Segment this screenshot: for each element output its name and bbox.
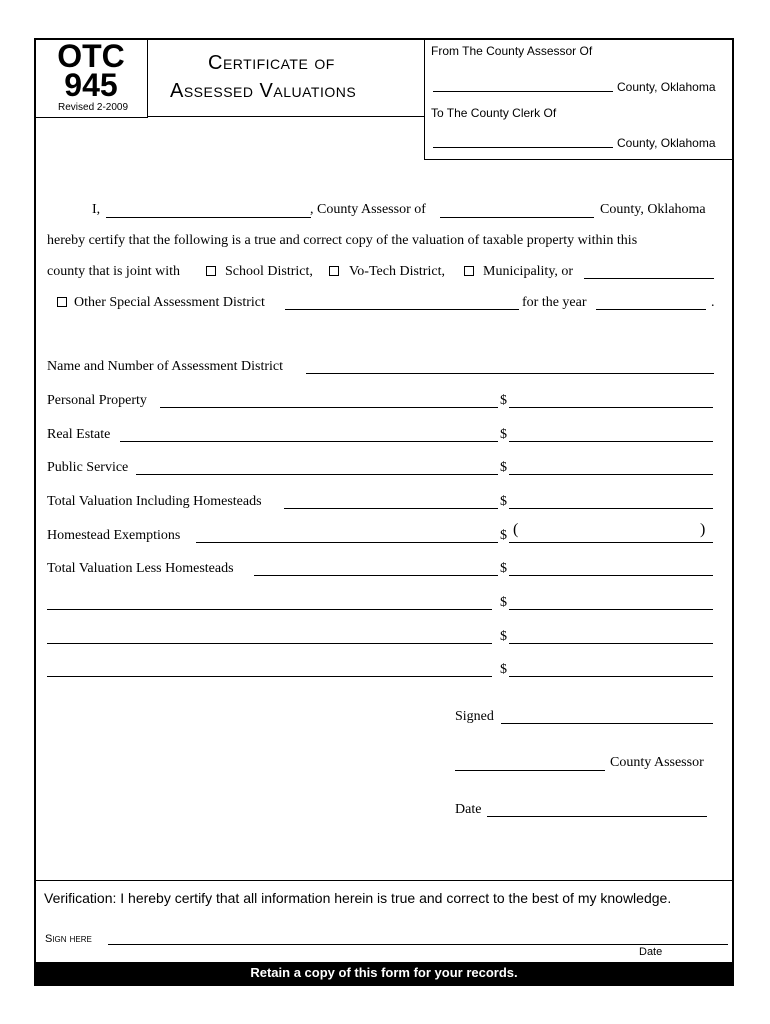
to-county-field[interactable] [433, 147, 613, 148]
cert-line2: hereby certify that the following is a true and correct copy of the valuation of taxable property within this [47, 233, 638, 248]
sign-here-label: Sign here [45, 933, 92, 945]
total-including-amount-field[interactable] [509, 508, 713, 509]
personal-property-desc-field[interactable] [160, 407, 498, 408]
dollar-sign: $ [500, 629, 507, 644]
personal-property-amount-field[interactable] [509, 407, 713, 408]
cert-county-oklahoma: County, Oklahoma [600, 202, 706, 217]
public-service-amount-field[interactable] [509, 474, 713, 475]
county-assessor-label: County Assessor [610, 755, 704, 770]
homestead-exemptions-desc-field[interactable] [196, 542, 498, 543]
verification-signature-field[interactable] [108, 944, 728, 945]
cert-i: I, [92, 202, 101, 217]
homestead-exemptions-label: Homestead Exemptions [47, 528, 181, 543]
form-code-line2: 945 [64, 67, 118, 103]
form-title-line2: Assessed Valuations [170, 80, 357, 102]
personal-property-label: Personal Property [47, 393, 147, 408]
revised-date: Revised 2-2009 [58, 102, 129, 113]
form-title-line1: Certificate of [208, 52, 335, 74]
dollar-sign: $ [500, 561, 507, 576]
blank-amount-field[interactable] [509, 643, 713, 644]
blank-desc-field[interactable] [47, 643, 492, 644]
retain-copy-banner: Retain a copy of this form for your records. [36, 962, 732, 984]
verification-date-label: Date [639, 946, 663, 958]
from-county-field[interactable] [433, 91, 613, 92]
verification-divider [36, 880, 732, 881]
signed-label: Signed [455, 709, 494, 724]
public-service-label: Public Service [47, 460, 129, 475]
dollar-sign: $ [500, 393, 507, 408]
total-including-desc-field[interactable] [284, 508, 498, 509]
dollar-sign: $ [500, 662, 507, 677]
from-label: From The County Assessor Of [431, 44, 593, 58]
dollar-sign: $ [500, 494, 507, 509]
municipality-field[interactable] [584, 278, 714, 279]
for-the-year-label: for the year [522, 295, 587, 310]
dollar-sign: $ [500, 595, 507, 610]
to-label: To The County Clerk Of [431, 106, 557, 120]
form-code-line1: OTC [57, 38, 125, 74]
assessor-county-field[interactable] [440, 217, 594, 218]
total-including-label: Total Valuation Including Homesteads [47, 494, 262, 509]
real-estate-label: Real Estate [47, 427, 111, 442]
address-box [424, 40, 734, 160]
school-district-label: School District, [225, 264, 313, 279]
paren-close: ) [700, 521, 706, 538]
district-name-field[interactable] [306, 373, 714, 374]
municipality-label: Municipality, or [483, 264, 574, 279]
assessor-county-sign-field[interactable] [455, 770, 605, 771]
other-district-field[interactable] [285, 309, 519, 310]
dollar-sign: $ [500, 427, 507, 442]
other-district-label: Other Special Assessment District [74, 295, 265, 310]
date-label: Date [455, 802, 482, 817]
year-field[interactable] [596, 309, 706, 310]
blank-desc-field[interactable] [47, 676, 492, 677]
paren-open: ( [513, 521, 519, 538]
total-less-label: Total Valuation Less Homesteads [47, 561, 234, 576]
verification-text: Verification: I hereby certify that all information herein is true and correct to the best of my knowledge. [44, 890, 672, 906]
cert-period: . [711, 295, 715, 310]
county-oklahoma-2: County, Oklahoma [617, 136, 716, 150]
blank-desc-field[interactable] [47, 609, 492, 610]
public-service-desc-field[interactable] [136, 474, 498, 475]
real-estate-desc-field[interactable] [120, 441, 498, 442]
form-code-box [36, 40, 148, 118]
real-estate-amount-field[interactable] [509, 441, 713, 442]
district-name-label: Name and Number of Assessment District [47, 359, 284, 374]
votech-district-checkbox[interactable] [329, 266, 339, 276]
school-district-checkbox[interactable] [206, 266, 216, 276]
form-page [34, 38, 734, 986]
total-less-amount-field[interactable] [509, 575, 713, 576]
dollar-sign: $ [500, 460, 507, 475]
votech-district-label: Vo-Tech District, [349, 264, 445, 279]
cert-county-assessor-of: , County Assessor of [310, 202, 426, 217]
dollar-sign: $ [500, 528, 507, 543]
county-oklahoma-1: County, Oklahoma [617, 80, 716, 94]
blank-amount-field[interactable] [509, 676, 713, 677]
cert-joint-with: county that is joint with [47, 264, 180, 279]
municipality-checkbox[interactable] [464, 266, 474, 276]
assessor-name-field[interactable] [106, 217, 311, 218]
title-underline [148, 116, 424, 117]
total-less-desc-field[interactable] [254, 575, 498, 576]
homestead-exemptions-amount-field[interactable] [509, 542, 713, 543]
other-district-checkbox[interactable] [57, 297, 67, 307]
blank-amount-field[interactable] [509, 609, 713, 610]
signed-field[interactable] [501, 723, 713, 724]
date-field[interactable] [487, 816, 707, 817]
